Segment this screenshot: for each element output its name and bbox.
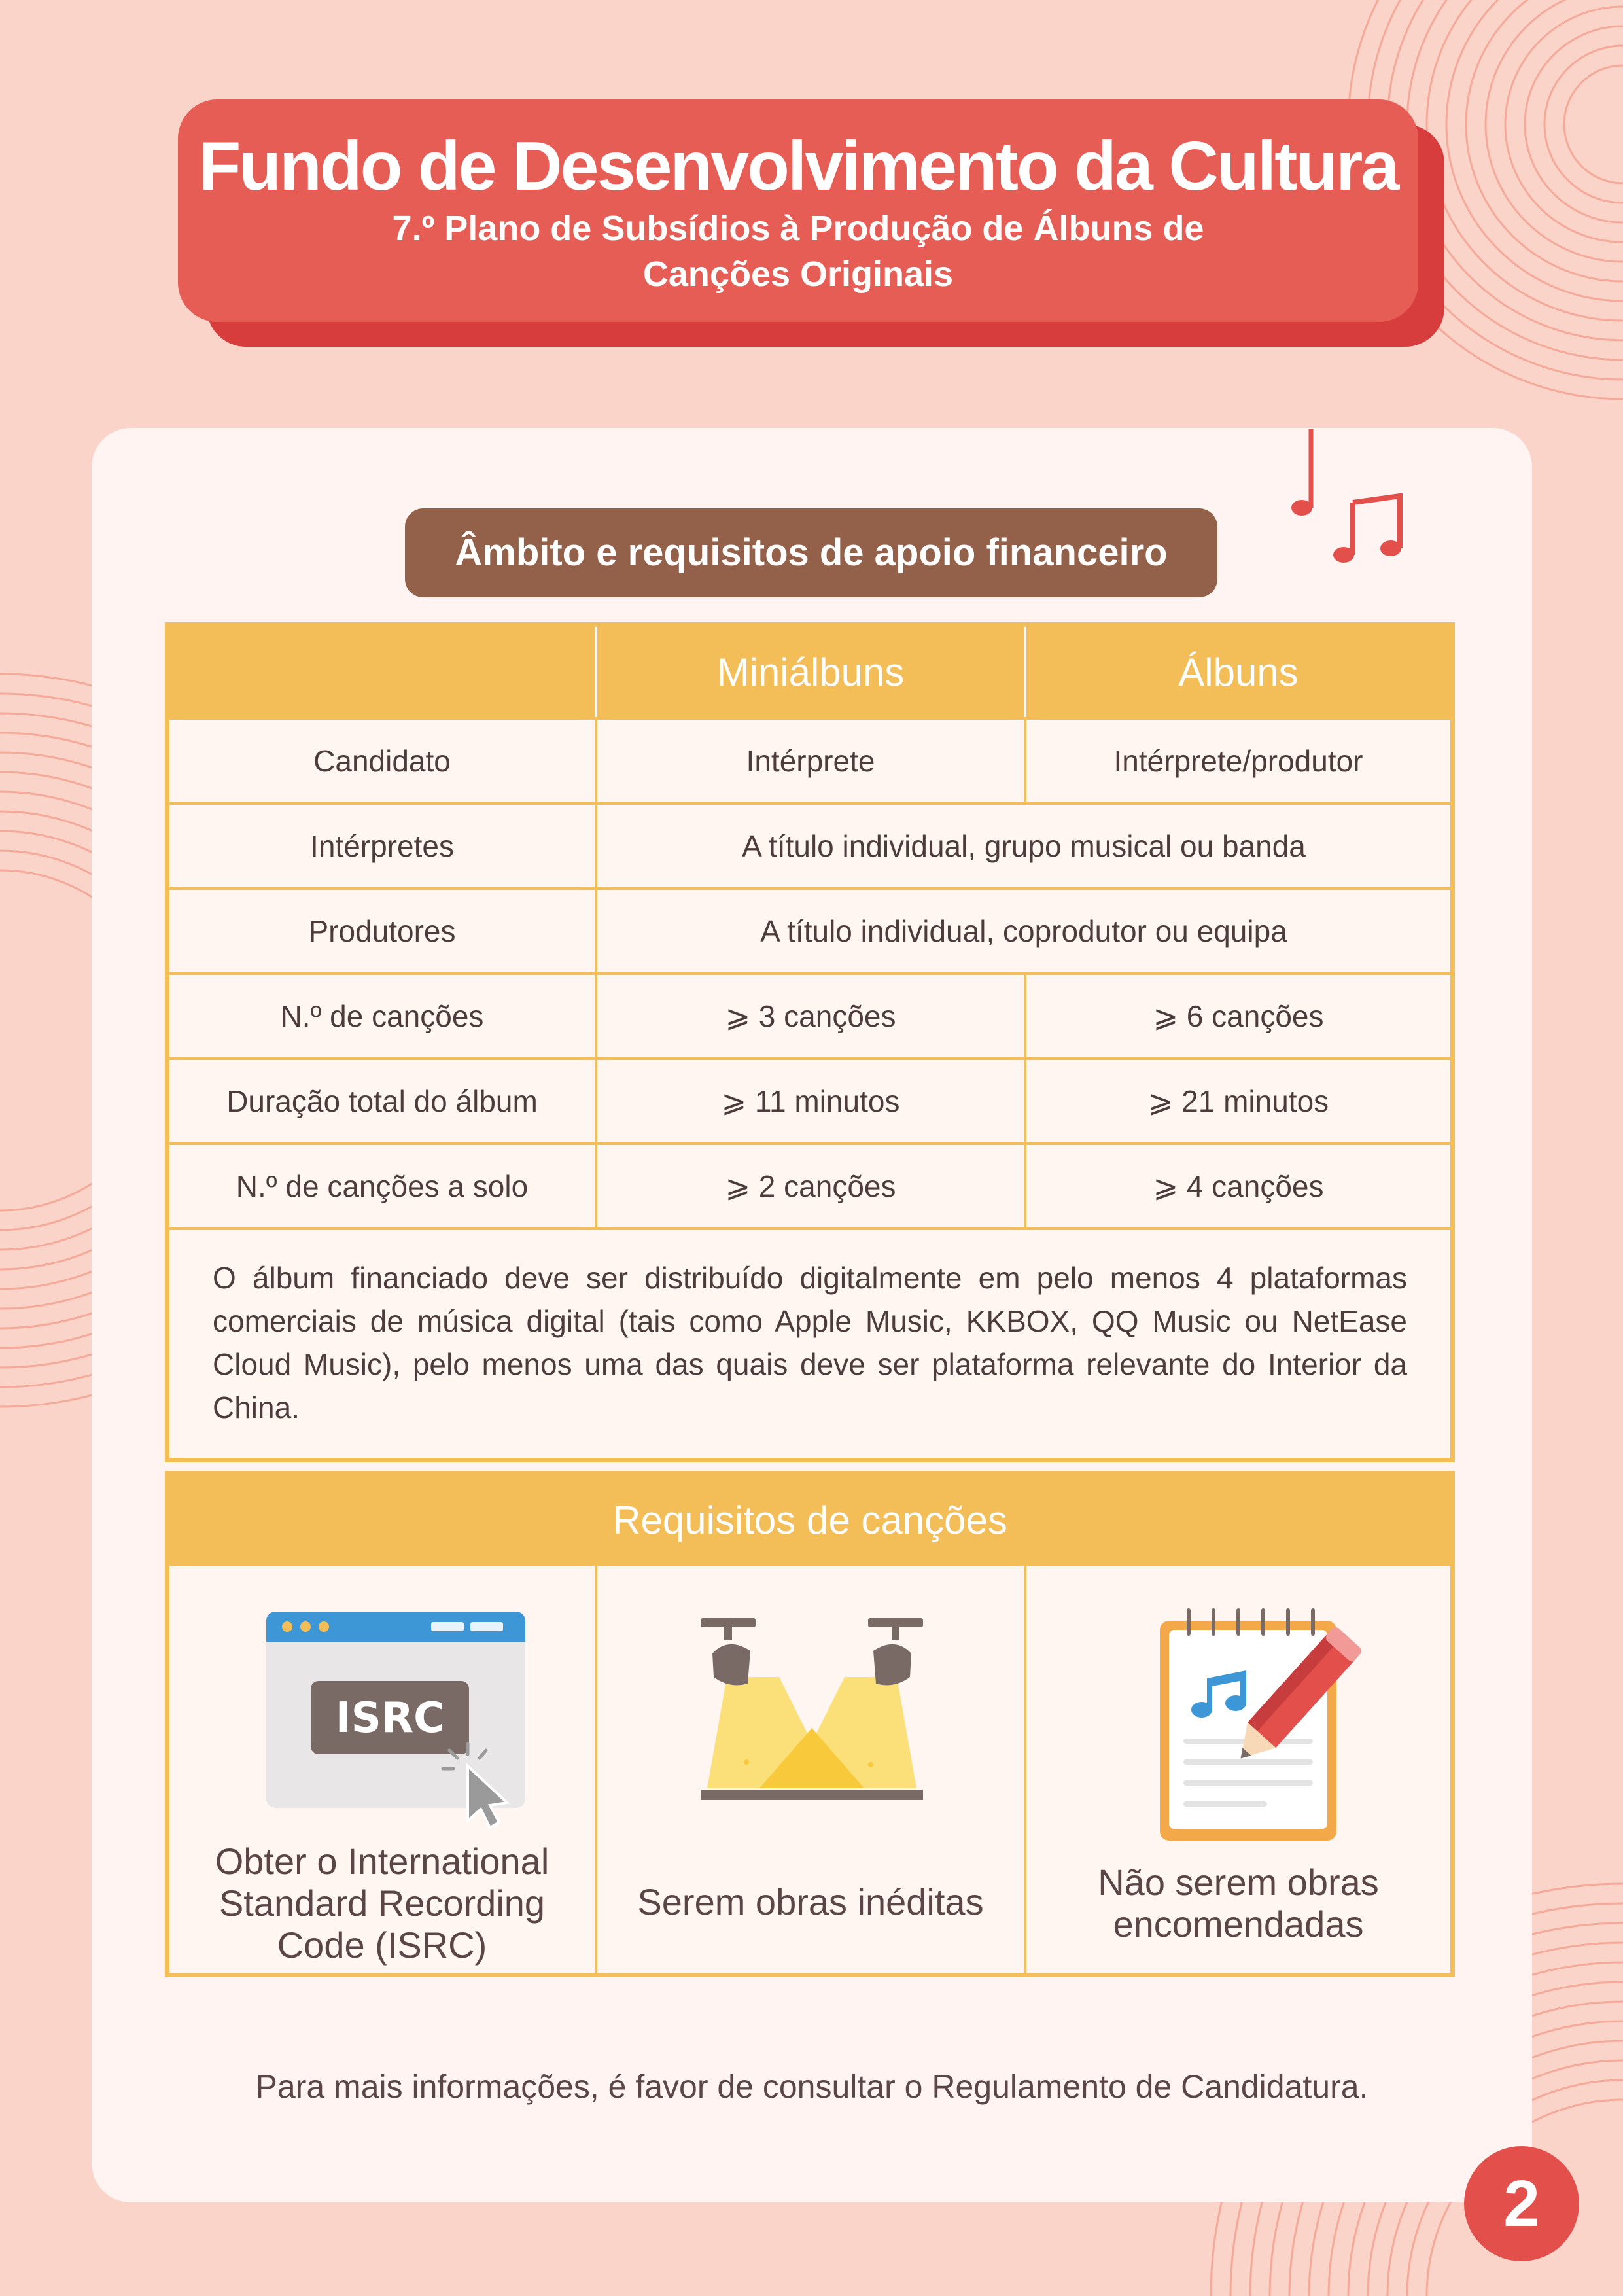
music-notes-icon bbox=[1282, 425, 1426, 576]
table-header-minialbuns: Miniálbuns bbox=[595, 627, 1024, 717]
row-value-album: ⩾ 6 canções bbox=[1024, 975, 1450, 1057]
row-label: Produtores bbox=[308, 914, 456, 948]
table-row bbox=[169, 887, 1450, 972]
section-heading-financial: Âmbito e requisitos de apoio financeiro bbox=[405, 508, 1217, 597]
page-subtitle-line1: 7.º Plano de Subsídios à Produção de Álbuns de bbox=[392, 208, 1204, 248]
requirement-unreleased bbox=[595, 1566, 1024, 1973]
row-value-mini: Intérprete bbox=[595, 720, 1024, 802]
requirement-not-commissioned-label: Não serem obras encomendadas bbox=[1098, 1862, 1379, 1945]
row-value-shared: A título individual, coprodutor ou equipa bbox=[595, 890, 1450, 972]
table-row bbox=[169, 717, 1450, 802]
table-row bbox=[169, 1057, 1450, 1142]
row-value-album: ⩾ 4 canções bbox=[1024, 1145, 1450, 1227]
row-value-album: Intérprete/produtor bbox=[1024, 720, 1450, 802]
row-value-mini: ⩾ 11 minutos bbox=[595, 1060, 1024, 1142]
page-subtitle-line2: Canções Originais bbox=[642, 254, 954, 294]
requirement-unreleased-label: Serem obras inéditas bbox=[637, 1881, 984, 1922]
isrc-badge-text: ISRC bbox=[335, 1694, 445, 1742]
section-heading-songs: Requisitos de canções bbox=[169, 1475, 1450, 1566]
row-value-shared: A título individual, grupo musical ou banda bbox=[595, 805, 1450, 887]
browser-isrc-icon bbox=[260, 1605, 528, 1834]
requirements-table bbox=[165, 622, 1455, 1462]
requirement-isrc bbox=[169, 1566, 595, 1973]
row-label: N.º de canções a solo bbox=[236, 1169, 529, 1203]
row-value-mini: ⩾ 2 canções bbox=[595, 1145, 1024, 1227]
table-header-albuns: Álbuns bbox=[1024, 627, 1450, 717]
row-label: Duração total do álbum bbox=[226, 1084, 538, 1118]
table-row bbox=[169, 972, 1450, 1057]
page-title: Fundo de Desenvolvimento da Cultura bbox=[198, 128, 1398, 205]
distribution-note: O álbum financiado deve ser distribuído digitalmente em pelo menos 4 plataformas comerciais de música digital (tais como Apple Music, KKBOX, QQ Music ou NetEase Cloud Music), pelo menos uma das quais deve ser plataforma relevante do Interior da China. bbox=[169, 1227, 1450, 1458]
requirement-isrc-label: Obter o International Standard Recording Code (ISRC) bbox=[215, 1841, 550, 1966]
table-row bbox=[169, 1142, 1450, 1227]
song-requirements-table bbox=[165, 1471, 1455, 1977]
row-label: Candidato bbox=[313, 744, 451, 778]
title-banner bbox=[178, 99, 1418, 322]
notepad-pencil-icon bbox=[1147, 1605, 1367, 1841]
requirement-not-commissioned bbox=[1024, 1566, 1450, 1973]
row-value-mini: ⩾ 3 canções bbox=[595, 975, 1024, 1057]
spotlights-icon bbox=[701, 1618, 923, 1821]
footer-note: Para mais informações, é favor de consultar o Regulamento de Candidatura. bbox=[255, 2068, 1369, 2105]
row-value-album: ⩾ 21 minutos bbox=[1024, 1060, 1450, 1142]
table-header-row bbox=[169, 627, 1450, 717]
row-label: Intérpretes bbox=[310, 829, 454, 863]
table-row bbox=[169, 802, 1450, 887]
table-header-empty bbox=[169, 627, 595, 717]
page-number-badge: 2 bbox=[1464, 2146, 1579, 2261]
row-label: N.º de canções bbox=[280, 999, 484, 1033]
